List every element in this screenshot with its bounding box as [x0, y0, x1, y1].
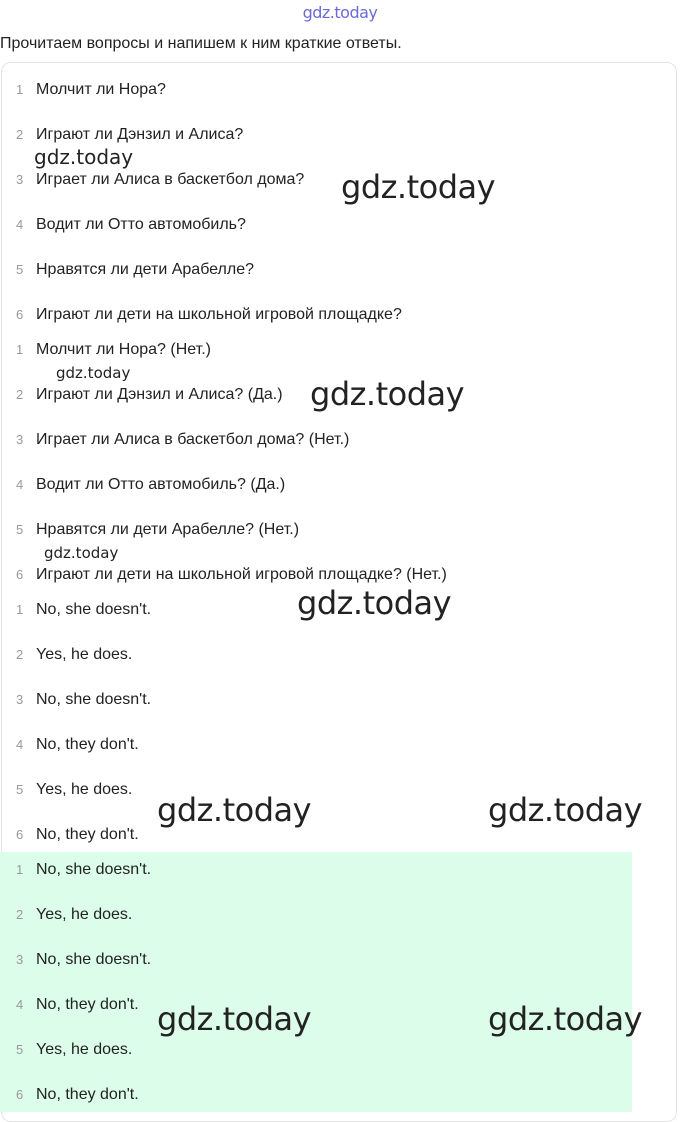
watermark: gdz.today	[488, 791, 643, 829]
list-item	[0, 1072, 680, 1117]
item-text: Играют ли дети на школьной игровой площадке?	[36, 305, 402, 323]
item-text: No, they don't.	[36, 1085, 139, 1103]
item-text: No, they don't.	[36, 825, 139, 843]
item-text: Нравятся ли дети Арабелле? (Нет.)	[36, 520, 300, 538]
watermark: gdz.today	[44, 544, 119, 562]
item-number: 2	[16, 907, 24, 922]
item-number: 1	[16, 862, 24, 877]
watermark: gdz.today	[341, 168, 496, 206]
item-number: 4	[16, 737, 24, 752]
watermark: gdz.today	[157, 791, 312, 829]
item-number: 4	[16, 477, 24, 492]
item-text: Yes, he does.	[36, 780, 133, 798]
item-number: 3	[16, 952, 24, 967]
item-number: 2	[16, 127, 24, 142]
item-text: No, she doesn't.	[36, 600, 152, 618]
item-text: No, she doesn't.	[36, 950, 152, 968]
item-text: Играет ли Алиса в баскетбол дома?	[36, 170, 305, 188]
watermark: gdz.today	[34, 145, 134, 169]
item-number: 2	[16, 387, 24, 402]
list-item	[0, 462, 680, 507]
item-text: Нравятся ли дети Арабелле?	[36, 260, 255, 278]
list-item	[0, 847, 680, 892]
item-text: Молчит ли Нора? (Нет.)	[36, 340, 211, 358]
list-item	[0, 202, 680, 247]
item-text: Молчит ли Нора?	[36, 80, 166, 98]
item-number: 6	[16, 1087, 24, 1102]
list-item	[0, 677, 680, 722]
item-text: No, they don't.	[36, 735, 139, 753]
item-number: 5	[16, 782, 24, 797]
item-text: Yes, he does.	[36, 645, 133, 663]
watermark: gdz.today	[310, 375, 465, 413]
item-text: Водит ли Отто автомобиль? (Да.)	[36, 475, 286, 493]
list-item	[0, 247, 680, 292]
list-item	[0, 937, 680, 982]
item-text: Играют ли Дэнзил и Алиса? (Да.)	[36, 385, 283, 403]
list-item	[0, 892, 680, 937]
intro-text: Прочитаем вопросы и напишем к ним краткие ответы.	[0, 35, 402, 52]
item-text: Играют ли Дэнзил и Алиса?	[36, 125, 244, 143]
item-number: 3	[16, 172, 24, 187]
item-text: Yes, he does.	[36, 1040, 133, 1058]
list-item	[0, 632, 680, 677]
list-item	[0, 722, 680, 767]
item-text: No, she doesn't.	[36, 860, 152, 878]
highlighted-answers-list	[0, 847, 680, 1117]
watermark: gdz.today	[56, 364, 131, 382]
item-number: 6	[16, 827, 24, 842]
item-number: 6	[16, 567, 24, 582]
questions-list	[0, 67, 680, 337]
list-item	[0, 417, 680, 462]
item-number: 4	[16, 997, 24, 1012]
list-item	[0, 67, 680, 112]
item-text: Yes, he does.	[36, 905, 133, 923]
item-text: No, she doesn't.	[36, 690, 152, 708]
item-text: Играет ли Алиса в баскетбол дома? (Нет.)	[36, 430, 350, 448]
item-number: 1	[16, 602, 24, 617]
item-number: 5	[16, 522, 24, 537]
item-text: Водит ли Отто автомобиль?	[36, 215, 246, 233]
item-text: Играют ли дети на школьной игровой площадке? (Нет.)	[36, 565, 447, 583]
item-number: 2	[16, 647, 24, 662]
item-number: 1	[16, 342, 24, 357]
item-number: 5	[16, 262, 24, 277]
header-watermark: gdz.today	[302, 3, 378, 22]
item-number: 4	[16, 217, 24, 232]
item-number: 5	[16, 1042, 24, 1057]
item-number: 3	[16, 432, 24, 447]
watermark: gdz.today	[297, 584, 452, 622]
watermark: gdz.today	[488, 1000, 643, 1038]
watermark: gdz.today	[157, 1000, 312, 1038]
item-number: 6	[16, 307, 24, 322]
item-text: No, they don't.	[36, 995, 139, 1013]
item-number: 1	[16, 82, 24, 97]
item-number: 3	[16, 692, 24, 707]
